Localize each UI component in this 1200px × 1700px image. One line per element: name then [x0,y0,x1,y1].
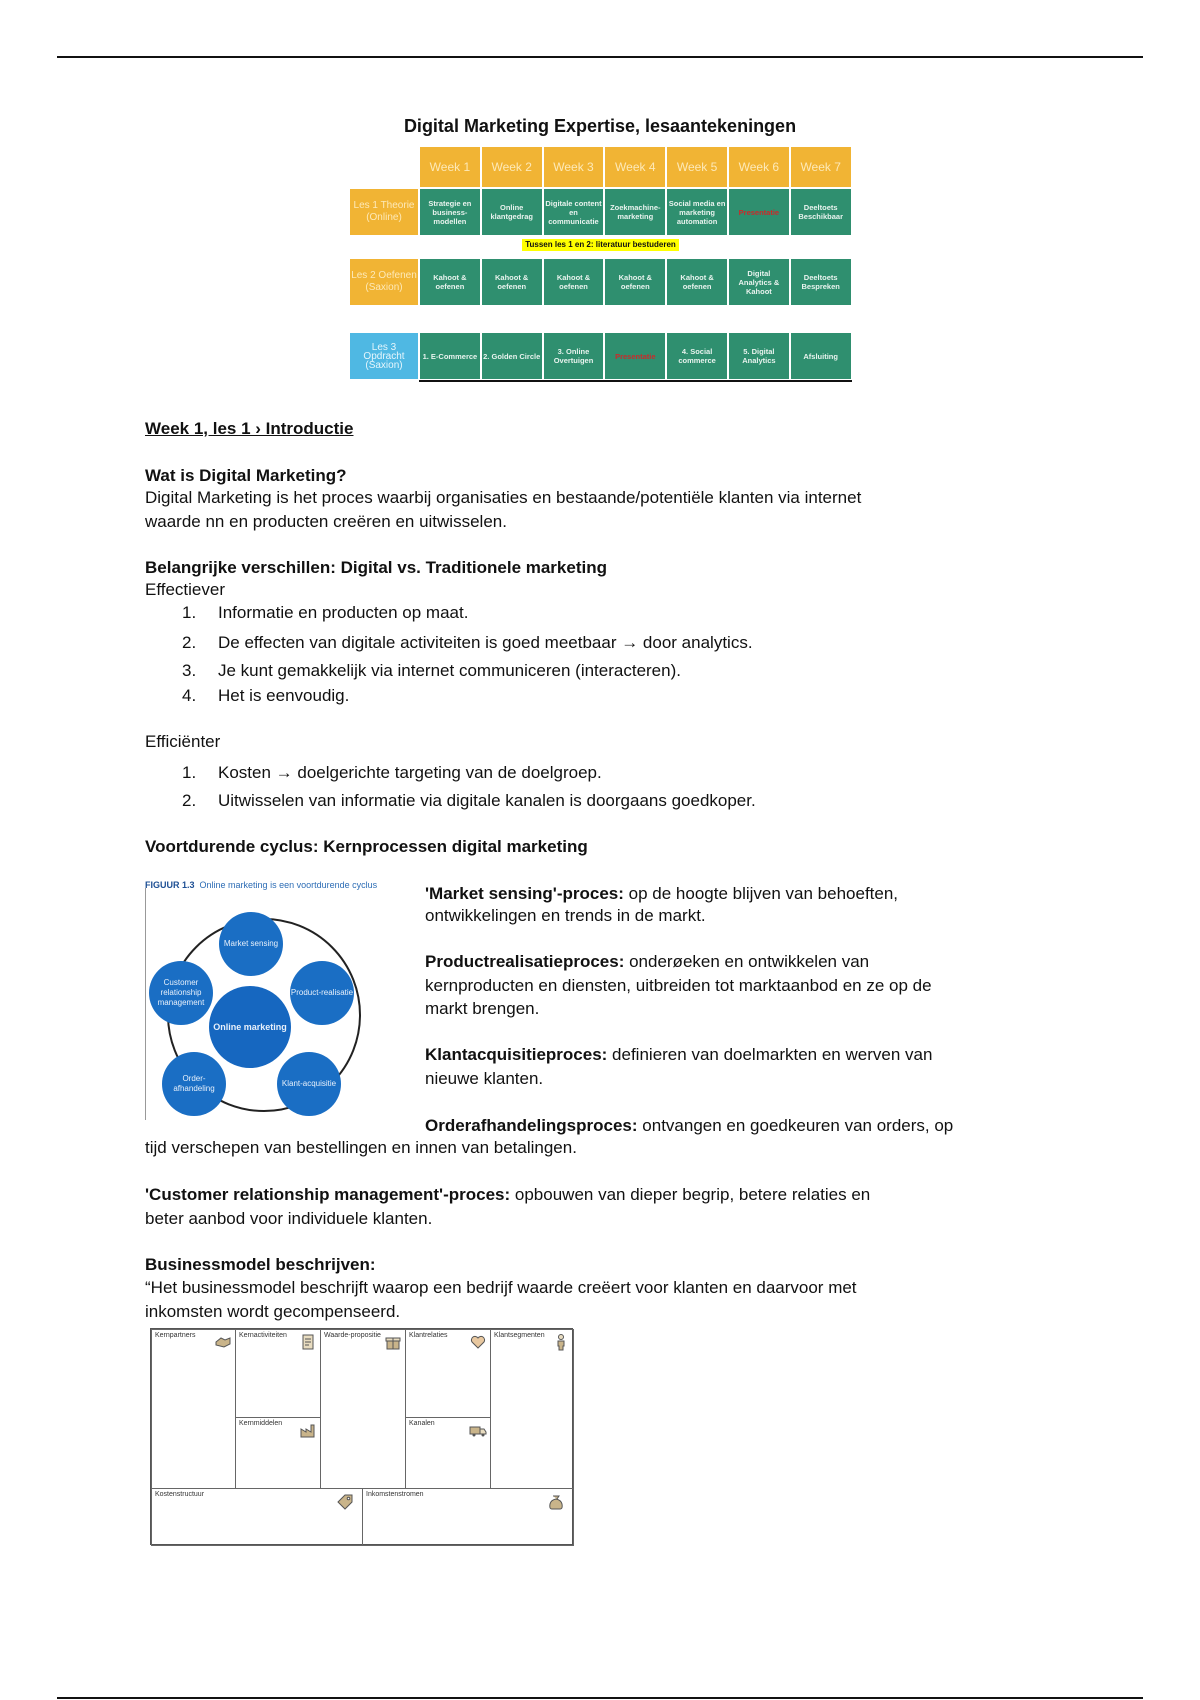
list-item: 2. Uitwisselen van informatie via digitale kanalen is doorgaans goedkoper. [182,791,756,810]
node-klantacquisitie: Klant-acquisitie [277,1052,341,1116]
schedule-table [349,146,852,382]
market-sensing-text: 'Market sensing'-proces: op de hoogte blijven van behoeften, [425,884,899,903]
productrealisatie-text-2: kernproducten en diensten, uitbreiden tot marktaanbod en ze op de [425,976,932,995]
crm-text-2: beter aanbod voor individuele klanten. [145,1209,433,1228]
schedule-underline [419,380,852,382]
gift-icon [384,1333,402,1351]
top-rule [57,56,1143,58]
week-header: Week 4 [604,146,666,188]
crm-text: 'Customer relationship management'-proces: opbouwen van dieper begrip, betere relaties en [145,1185,871,1204]
cyclus-heading: Voortdurende cyclus: Kernprocessen digital marketing [145,837,588,856]
les2-cell: Deeltoets Bespreken [790,258,852,306]
les2-cell: Kahoot & oefenen [666,258,728,306]
list-item: 1. Kosten → doelgerichte targeting van de doelgroep. [182,763,602,782]
canvas-kernmiddelen: Kernmiddelen [235,1417,321,1489]
canvas-kernactiviteiten: Kernactiviteiten [235,1329,321,1418]
canvas-klantrelaties: Klantrelaties [405,1329,491,1418]
les1-cell: Zoekmachine-marketing [604,188,666,236]
business-heading: Businessmodel beschrijven: [145,1255,376,1274]
les1-cell: Presentatie [728,188,790,236]
figure-border [145,888,146,1120]
wat-line-1: Digital Marketing is het proces waarbij organisaties en bestaande/potentiële klanten via internet [145,488,862,507]
canvas-kostenstructuur: Kostenstructuur [151,1488,363,1546]
list-item: 1. Informatie en producten op maat. [182,603,469,622]
effectiever-label: Effectiever [145,580,226,599]
les3-cell: Presentatie [604,332,666,380]
les2-cell: Digital Analytics & Kahoot [728,258,790,306]
les2-cell: Kahoot & oefenen [604,258,666,306]
business-line-1: “Het businessmodel beschrijft waarop een bedrijf waarde creëert voor klanten en daarvoor met [145,1278,857,1297]
person-icon [552,1333,570,1351]
les3-label: Les 3 Opdracht (Saxion) [349,332,419,380]
node-online-marketing: Online marketing [209,986,291,1068]
node-productrealisatie: Product-realisatie [290,961,354,1025]
week-header: Week 1 [419,146,481,188]
canvas-kernpartners: Kernpartners [151,1329,236,1489]
les3-cell: 1. E-Commerce [419,332,481,380]
orderafhandeling-text: Orderafhandelingsproces: ontvangen en goedkeuren van orders, op [425,1116,954,1135]
tussen-text: Tussen les 1 en 2: literatuur bestuderen [522,239,679,251]
document-title: Digital Marketing Expertise, lesaantekeningen [403,116,797,136]
les1-label: Les 1 Theorie (Online) [349,188,419,236]
klantacquisitie-text-2: nieuwe klanten. [425,1069,544,1088]
business-model-canvas [150,1328,573,1545]
les2-cell: Kahoot & oefenen [543,258,605,306]
efficienter-label: Efficiënter [145,732,221,751]
les3-cell: Afsluiting [790,332,852,380]
market-sensing-text-2: ontwikkelingen en trends in de markt. [425,906,706,925]
truck-icon [469,1421,487,1439]
node-crm: Customer relationship management [149,961,213,1025]
les3-cell: 2. Golden Circle [481,332,543,380]
les3-cell: 3. Online Overtuigen [543,332,605,380]
week-header: Week 7 [790,146,852,188]
bottom-rule [57,1697,1143,1699]
business-line-2: inkomsten wordt gecompenseerd. [145,1302,401,1321]
les2-cell: Kahoot & oefenen [419,258,481,306]
les1-cell: Digitale content en communicatie [543,188,605,236]
money-bag-icon [547,1493,565,1511]
list-item: 4. Het is eenvoudig. [182,686,350,705]
week-header: Week 3 [543,146,605,188]
klantacquisitie-text: Klantacquisitieproces: definieren van doelmarkten en werven van [425,1045,933,1064]
node-orderafhandeling: Order-afhandeling [162,1052,226,1116]
canvas-waardepropositie: Waarde-propositie [320,1329,406,1489]
wat-heading: Wat is Digital Marketing? [145,466,347,485]
week-header: Week 5 [666,146,728,188]
canvas-kanalen: Kanalen [405,1417,491,1489]
schedule-corner [349,146,419,188]
figure-caption: FIGUUR 1.3 Online marketing is een voortdurende cyclus [145,880,378,890]
les1-cell: Social media en marketing automation [666,188,728,236]
les1-cell: Strategie en business-modellen [419,188,481,236]
handshake-icon [214,1333,232,1351]
les2-label: Les 2 Oefenen (Saxion) [349,258,419,306]
wat-line-2: waarde nn en producten creëren en uitwisselen. [145,512,507,531]
les3-cell: 4. Social commerce [666,332,728,380]
week-header: Week 2 [481,146,543,188]
week-heading: Week 1, les 1 › Introductie [145,419,354,438]
les3-cell: 5. Digital Analytics [728,332,790,380]
list-item: 2. De effecten van digitale activiteiten is goed meetbaar → door analytics. [182,633,753,652]
heart-icon [469,1333,487,1351]
les1-cell: Deeltoets Beschikbaar [790,188,852,236]
cycle-diagram [145,880,408,1122]
productrealisatie-text: Productrealisatieproces: onderøeken en ontwikkelen van [425,952,870,971]
tag-icon [336,1493,354,1511]
les2-cell: Kahoot & oefenen [481,258,543,306]
canvas-klantsegmenten: Klantsegmenten [490,1329,574,1489]
orderafhandeling-text-2: tijd verschepen van bestellingen en innen van betalingen. [145,1138,577,1157]
tussen-note [349,239,852,255]
checklist-icon [299,1333,317,1351]
list-item: 3. Je kunt gemakkelijk via internet communiceren (interacteren). [182,661,681,680]
productrealisatie-text-3: markt brengen. [425,999,540,1018]
node-market-sensing: Market sensing [219,912,283,976]
verschillen-heading: Belangrijke verschillen: Digital vs. Traditionele marketing [145,558,607,577]
week-header: Week 6 [728,146,790,188]
les1-cell: Online klantgedrag [481,188,543,236]
canvas-inkomstenstromen: Inkomstenstromen [362,1488,574,1546]
factory-icon [299,1421,317,1439]
